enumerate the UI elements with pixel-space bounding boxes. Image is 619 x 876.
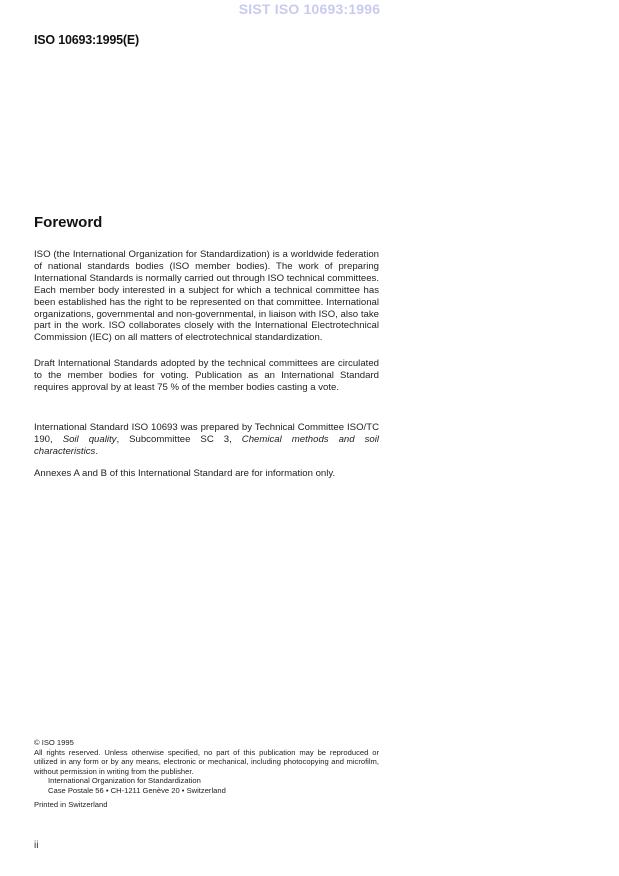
- copyright-block: [34, 738, 379, 796]
- foreword-paragraph-2: Draft International Standards adopted by the technical committees are circulated to the member bodies for voting. Publication as an International Standard requires approval by at least 75 % of the member bodies casting a vote.: [34, 358, 379, 393]
- watermark: SIST ISO 10693:1996: [238, 1, 381, 17]
- publisher-address: Case Postale 56 • CH-1211 Genève 20 • Switzerland: [48, 785, 226, 795]
- publisher-name: International Organization for Standardization: [48, 776, 201, 786]
- p3-italic-subcommittee-title: Chemical methods and soil characteristics: [34, 433, 379, 457]
- p3-text-2: , Subcommittee SC 3,: [116, 433, 242, 445]
- rights-statement: All rights reserved. Unless otherwise specified, no part of this publication may be reproduced or utilized in any form or by any means, electronic or mechanical, including photocopying and microfilm, without permission in writing from the publisher.: [34, 747, 379, 776]
- p3-text-1: International Standard ISO 10693 was prepared by Technical Committee ISO/TC 190,: [34, 422, 379, 445]
- copyright-line: © ISO 1995: [34, 738, 74, 747]
- foreword-paragraph-3: [34, 422, 379, 458]
- foreword-paragraph-4: Annexes A and B of this International Standard are for information only.: [34, 468, 336, 479]
- section-title: Foreword: [34, 214, 103, 231]
- p3-italic-soil-quality: Soil quality: [62, 433, 117, 445]
- document-id-header: ISO 10693:1995(E): [34, 33, 139, 47]
- p3-text-3: .: [95, 445, 98, 457]
- page-number: ii: [34, 840, 39, 851]
- printed-location: Printed in Switzerland: [34, 800, 108, 809]
- foreword-paragraph-1: ISO (the International Organization for Standardization) is a worldwide federation of national standards bodies (ISO member bodies). The work of preparing International Standards is normally carried out through ISO technical committees. Each member body interested in a subject for which a technical committee has been established has the right to be represented on that committee. International organizations, governmental and non-governmental, in liaison with ISO, also take part in the work. ISO collaborates closely with the International Electrotechnical Commission (IEC) on all matters of electrotechnical standardization.: [34, 249, 380, 344]
